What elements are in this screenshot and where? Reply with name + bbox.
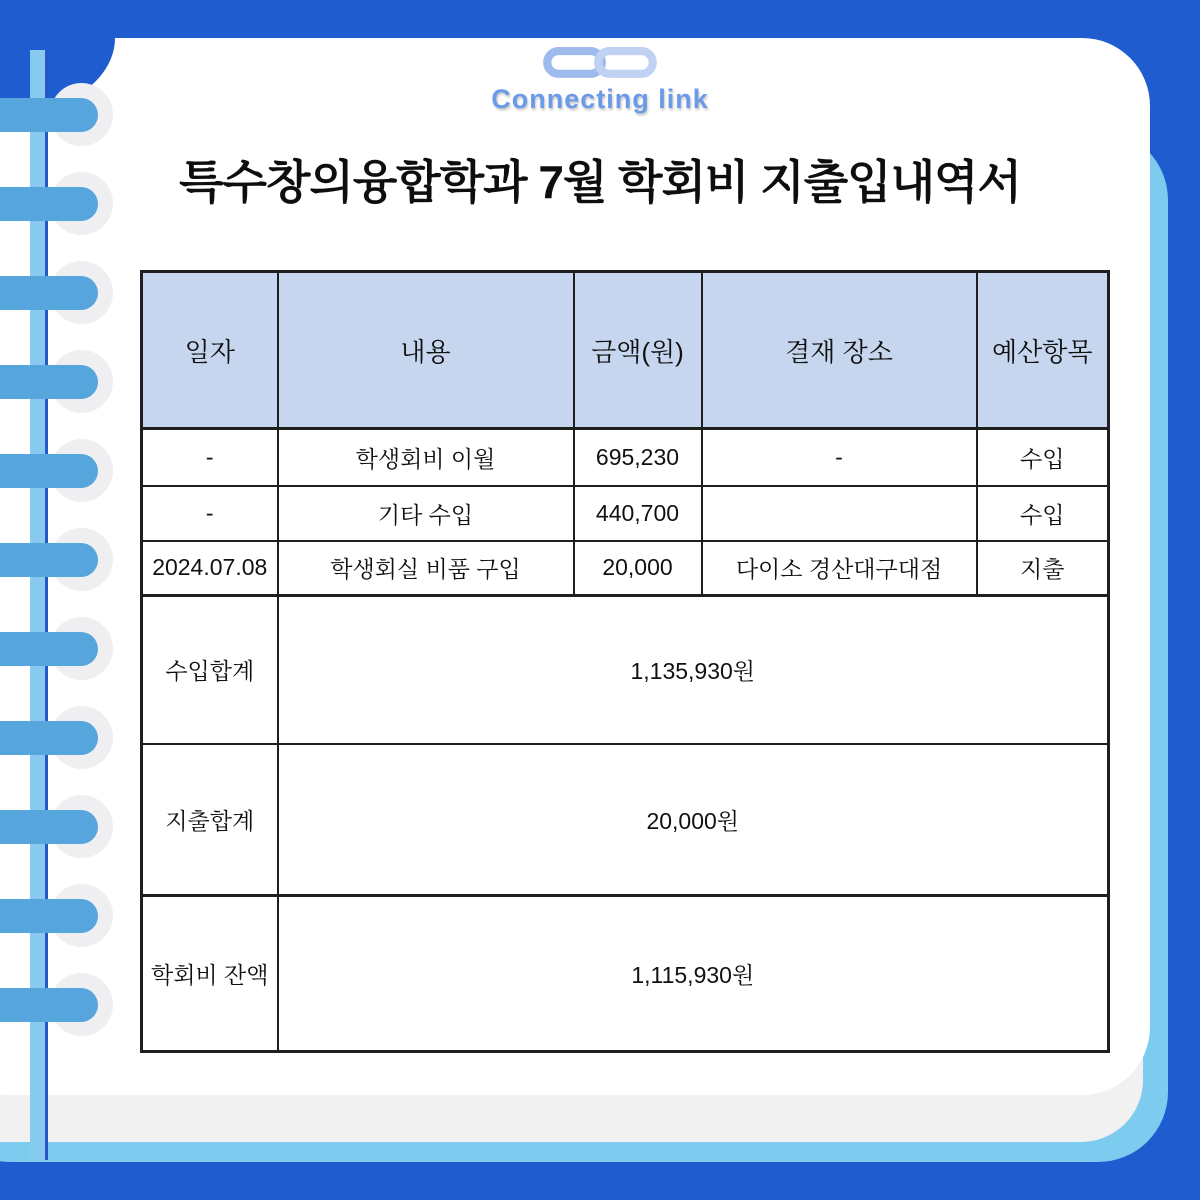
summary-value: 20,000원 <box>278 744 1109 896</box>
cell-description: 기타 수입 <box>278 486 574 541</box>
table-row <box>142 429 1109 486</box>
brand-logo <box>0 42 1200 115</box>
binder-ring-pill <box>0 632 98 666</box>
binder-ring <box>0 543 130 577</box>
summary-label: 수입합계 <box>142 596 278 744</box>
binder-ring <box>0 632 130 666</box>
binder-ring-pill <box>0 543 98 577</box>
binder-ring-pill <box>0 988 98 1022</box>
cell-amount: 695,230 <box>574 429 702 486</box>
cell-category: 수입 <box>977 486 1109 541</box>
cell-category: 수입 <box>977 429 1109 486</box>
brand-name: Connecting link <box>491 84 709 114</box>
ledger-table-wrap <box>140 270 1107 1053</box>
cell-amount: 440,700 <box>574 486 702 541</box>
col-header-description: 내용 <box>278 272 574 429</box>
binder-ring <box>0 276 130 310</box>
col-header-amount: 금액(원) <box>574 272 702 429</box>
binder-ring-pill <box>0 810 98 844</box>
cell-place <box>702 486 977 541</box>
binder-ring-pill <box>0 899 98 933</box>
binder-ring-pill <box>0 721 98 755</box>
header-row <box>142 272 1109 429</box>
ledger-table <box>140 270 1110 1053</box>
binder-ring <box>0 899 130 933</box>
cell-date: 2024.07.08 <box>142 541 278 596</box>
col-header-category: 예산항목 <box>977 272 1109 429</box>
binder-ring <box>0 721 130 755</box>
cell-date: - <box>142 486 278 541</box>
summary-value: 1,135,930원 <box>278 596 1109 744</box>
summary-label: 지출합계 <box>142 744 278 896</box>
summary-row-income-total <box>142 596 1109 744</box>
cell-description: 학생회비 이월 <box>278 429 574 486</box>
binder-ring <box>0 988 130 1022</box>
cell-category: 지출 <box>977 541 1109 596</box>
cell-description: 학생회실 비품 구입 <box>278 541 574 596</box>
summary-label: 학회비 잔액 <box>142 896 278 1052</box>
summary-row-expense-total <box>142 744 1109 896</box>
summary-value: 1,115,930원 <box>278 896 1109 1052</box>
cell-date: - <box>142 429 278 486</box>
page-title: 특수창의융합학과 7월 학회비 지출입내역서 <box>179 156 1021 208</box>
binder-ring <box>0 365 130 399</box>
binder-ring-pill <box>0 365 98 399</box>
table-row <box>142 486 1109 541</box>
col-header-place: 결재 장소 <box>702 272 977 429</box>
binder-ring-pill <box>0 454 98 488</box>
cell-amount: 20,000 <box>574 541 702 596</box>
binder-ring-pill <box>0 276 98 310</box>
col-header-date: 일자 <box>142 272 278 429</box>
binder-ring <box>0 454 130 488</box>
cell-place: - <box>702 429 977 486</box>
table-row <box>142 541 1109 596</box>
chain-link-icon <box>537 42 663 82</box>
binder-ring <box>0 810 130 844</box>
cell-place: 다이소 경산대구대점 <box>702 541 977 596</box>
summary-row-balance <box>142 896 1109 1052</box>
